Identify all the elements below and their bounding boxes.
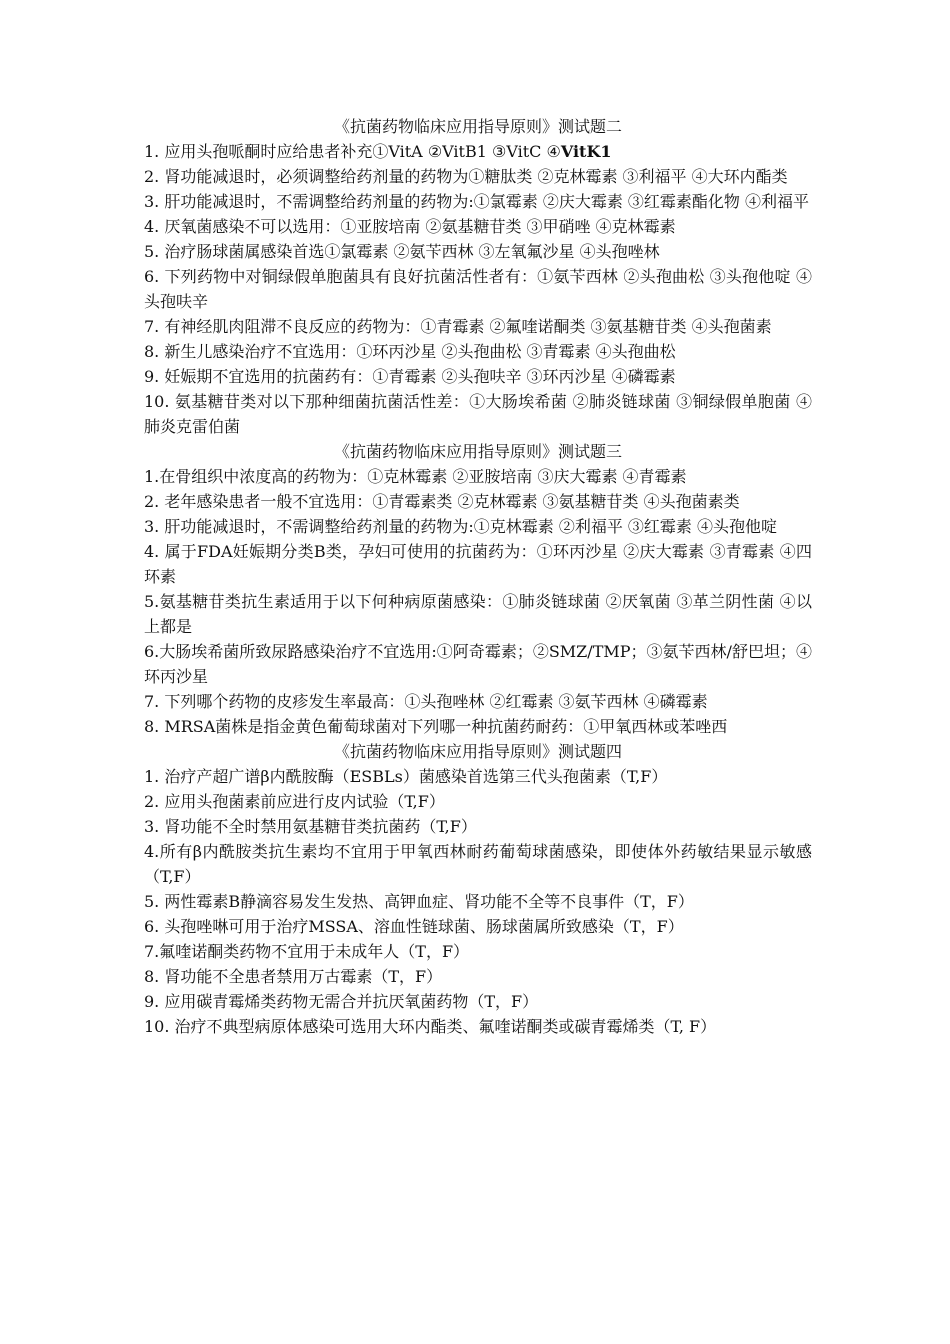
question-4-10: 10. 治疗不典型病原体感染可选用大环内酯类、氟喹诺酮类或碳青霉烯类（T, F） xyxy=(144,1017,717,1036)
question-2-6: 6. 下列药物中对铜绿假单胞菌具有良好抗菌活性者有：①氨苄西林 ②头孢曲松 ③头孢他啶 ④头孢呋辛 xyxy=(144,267,812,311)
question-4-3: 3. 肾功能不全时禁用氨基糖苷类抗菌药（T,F） xyxy=(144,817,477,836)
question-2-8: 8. 新生儿感染治疗不宜选用：①环丙沙星 ②头孢曲松 ③青霉素 ④头孢曲松 xyxy=(144,342,676,361)
question-2-5: 5. 治疗肠球菌属感染首选①氯霉素 ②氨苄西林 ③左氧氟沙星 ④头孢唑林 xyxy=(144,242,660,261)
question-3-6: 6.大肠埃希菌所致尿路感染治疗不宜选用:①阿奇霉素；②SMZ/TMP；③氨苄西林/舒巴坦；④环丙沙星 xyxy=(144,642,812,686)
document-page xyxy=(144,114,812,1039)
section-4-title: 《抗菌药物临床应用指导原则》测试题四 xyxy=(333,742,622,761)
question-2-1-answer: VitK1 xyxy=(560,142,612,161)
question-2-1 xyxy=(144,139,812,164)
question-2-3: 3. 肝功能减退时，不需调整给药剂量的药物为:①氯霉素 ②庆大霉素 ③红霉素酯化物 ④利福平 xyxy=(144,192,810,211)
question-3-8: 8. MRSA菌株是指金黄色葡萄球菌对下列哪一种抗菌药耐药：①甲氧西林或苯唑西 xyxy=(144,717,728,736)
question-4-8: 8. 肾功能不全患者禁用万古霉素（T，F） xyxy=(144,967,443,986)
section-2-title: 《抗菌药物临床应用指导原则》测试题二 xyxy=(333,117,622,136)
question-4-5: 5. 两性霉素B静滴容易发生发热、高钾血症、肾功能不全等不良事件（T，F） xyxy=(144,892,694,911)
question-3-1: 1.在骨组织中浓度高的药物为：①克林霉素 ②亚胺培南 ③庆大霉素 ④青霉素 xyxy=(144,467,687,486)
question-4-7: 7.氟喹诺酮类药物不宜用于未成年人（T，F） xyxy=(144,942,470,961)
question-3-3: 3. 肝功能减退时，不需调整给药剂量的药物为:①克林霉素 ②利福平 ③红霉素 ④头孢他啶 xyxy=(144,517,778,536)
question-2-4: 4. 厌氧菌感染不可以选用：①亚胺培南 ②氨基糖苷类 ③甲硝唑 ④克林霉素 xyxy=(144,217,676,236)
question-3-7: 7. 下列哪个药物的皮疹发生率最高：①头孢唑林 ②红霉素 ③氨苄西林 ④磷霉素 xyxy=(144,692,708,711)
question-3-2: 2. 老年感染患者一般不宜选用：①青霉素类 ②克林霉素 ③氨基糖苷类 ④头孢菌素类 xyxy=(144,492,740,511)
question-2-9: 9. 妊娠期不宜选用的抗菌药有：①青霉素 ②头孢呋辛 ③环丙沙星 ④磷霉素 xyxy=(144,367,676,386)
question-4-2: 2. 应用头孢菌素前应进行皮内试验（T,F） xyxy=(144,792,445,811)
question-4-4: 4.所有β内酰胺类抗生素均不宜用于甲氧西林耐药葡萄球菌感染，即使体外药敏结果显示敏感（T,F） xyxy=(144,842,812,886)
question-2-2: 2. 肾功能减退时，必须调整给药剂量的药物为①糖肽类 ②克林霉素 ③利福平 ④大环内酯类 xyxy=(144,167,788,186)
question-2-1-text: 1. 应用头孢哌酮时应给患者补充①VitA ②VitB1 ③VitC ④ xyxy=(144,142,561,161)
question-3-5: 5.氨基糖苷类抗生素适用于以下何种病原菌感染：①肺炎链球菌 ②厌氧菌 ③革兰阴性菌 ④以上都是 xyxy=(144,592,812,636)
question-4-6: 6. 头孢唑啉可用于治疗MSSA、溶血性链球菌、肠球菌属所致感染（T，F） xyxy=(144,917,684,936)
question-4-1: 1. 治疗产超广谱β内酰胺酶（ESBLs）菌感染首选第三代头孢菌素（T,F） xyxy=(144,767,668,786)
question-3-4: 4. 属于FDA妊娠期分类B类，孕妇可使用的抗菌药为：①环丙沙星 ②庆大霉素 ③青霉素 ④四环素 xyxy=(144,542,812,586)
section-3-title: 《抗菌药物临床应用指导原则》测试题三 xyxy=(333,442,622,461)
question-4-9: 9. 应用碳青霉烯类药物无需合并抗厌氧菌药物（T，F） xyxy=(144,992,539,1011)
question-2-7: 7. 有神经肌肉阻滞不良反应的药物为：①青霉素 ②氟喹诺酮类 ③氨基糖苷类 ④头孢菌素 xyxy=(144,317,772,336)
question-2-10: 10. 氨基糖苷类对以下那种细菌抗菌活性差：①大肠埃希菌 ②肺炎链球菌 ③铜绿假单胞菌 ④肺炎克雷伯菌 xyxy=(144,392,812,436)
